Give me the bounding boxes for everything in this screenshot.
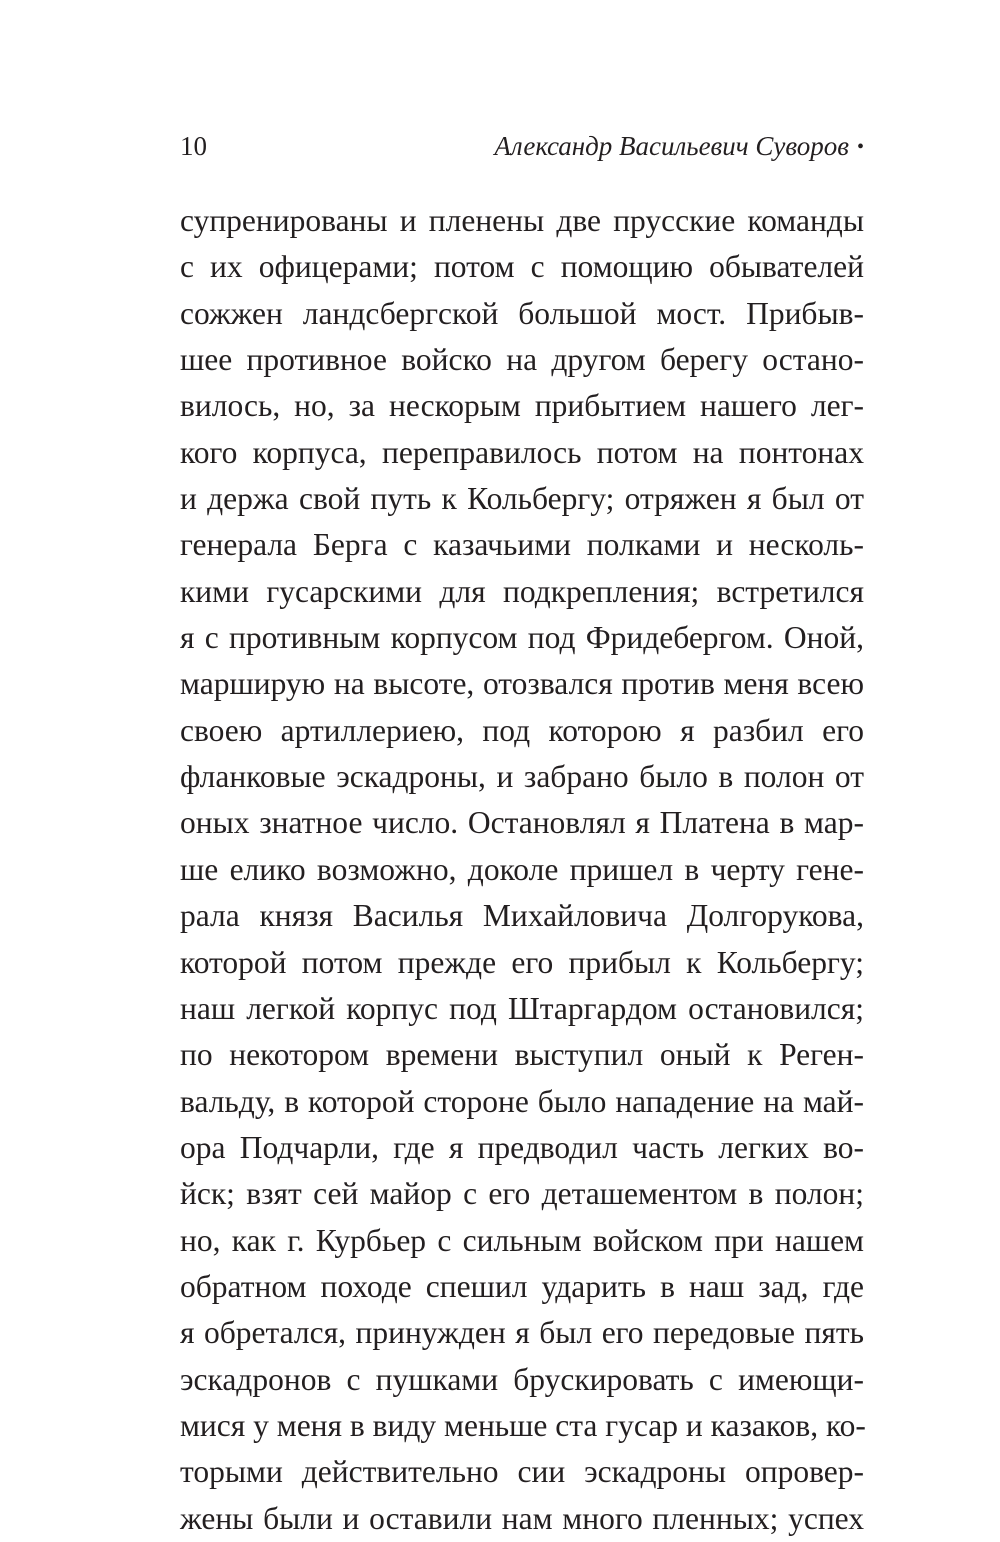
text-line: своею артиллериею, под которою я разбил его bbox=[180, 712, 864, 748]
text-line: мися у меня в виду меньше ста гусар и казаков, ко- bbox=[180, 1407, 866, 1443]
body-text bbox=[180, 198, 864, 1542]
text-line: кого корпуса, переправилось потом на понтонах bbox=[180, 434, 864, 470]
text-line: ше елико возможно, доколе пришел в черту гене- bbox=[180, 851, 864, 887]
text-line: супренированы и пленены две прусские команды bbox=[180, 203, 864, 238]
text-line: которой потом прежде его прибыл к Кольбергу; bbox=[180, 944, 864, 980]
text-line: вальду, в которой стороне было нападение на май- bbox=[180, 1083, 864, 1119]
text-line: по некотором времени выступил оный к Реген- bbox=[180, 1037, 864, 1073]
text-line: но, как г. Курбьер с сильным войском при нашем bbox=[180, 1222, 864, 1258]
text-line: марширую на высоте, отозвался против меня всею bbox=[180, 666, 864, 702]
text-line: йск; взят сей майор с его деташементом в полон; bbox=[180, 1176, 864, 1212]
text-line: генерала Берга с казачьими полками и несколь- bbox=[180, 527, 864, 563]
text-line: рала князя Василья Михайловича Долгорукова, bbox=[180, 898, 864, 934]
text-line: я обретался, принужден я был его передовые пять bbox=[180, 1315, 864, 1351]
text-line: наш легкой корпус под Штаргардом остановился; bbox=[180, 990, 864, 1026]
text-line: и держа свой путь к Кольбергу; отряжен я был от bbox=[180, 481, 864, 517]
text-line: шее противное войско на другом берегу остано- bbox=[180, 342, 864, 378]
text-line: вилось, но, за нескорым прибытием нашего лег- bbox=[180, 388, 864, 424]
text-line: оных знатное число. Остановлял я Платена в мар- bbox=[180, 805, 864, 841]
running-header bbox=[180, 126, 864, 166]
text-line: обратном походе спешил ударить в наш зад, где bbox=[180, 1268, 864, 1304]
header-bullet-ornament: • bbox=[856, 136, 864, 158]
text-line: я с противным корпусом под Фридебергом. Оной, bbox=[180, 620, 864, 656]
text-line: фланковые эскадроны, и забрано было в полон от bbox=[180, 759, 864, 795]
text-line: ора Подчарли, где я предводил часть легких во- bbox=[180, 1129, 864, 1165]
text-line: жены были и оставили нам много пленных; успех bbox=[180, 1500, 864, 1536]
text-line: торыми действительно сии эскадроны опровер- bbox=[180, 1454, 864, 1490]
text-line: эскадронов с пушками брускировать с имеющи- bbox=[180, 1361, 864, 1397]
running-title-text: Александр Васильевич Суворов bbox=[494, 131, 849, 161]
text-line: с их офицерами; потом с помощию обывателей bbox=[180, 249, 864, 285]
page-number: 10 bbox=[180, 131, 207, 161]
text-line: кими гусарскими для подкрепления; встретился bbox=[180, 573, 864, 609]
running-title bbox=[494, 126, 864, 167]
text-line: сожжен ландсбергской большой мост. Прибыв- bbox=[180, 295, 864, 331]
